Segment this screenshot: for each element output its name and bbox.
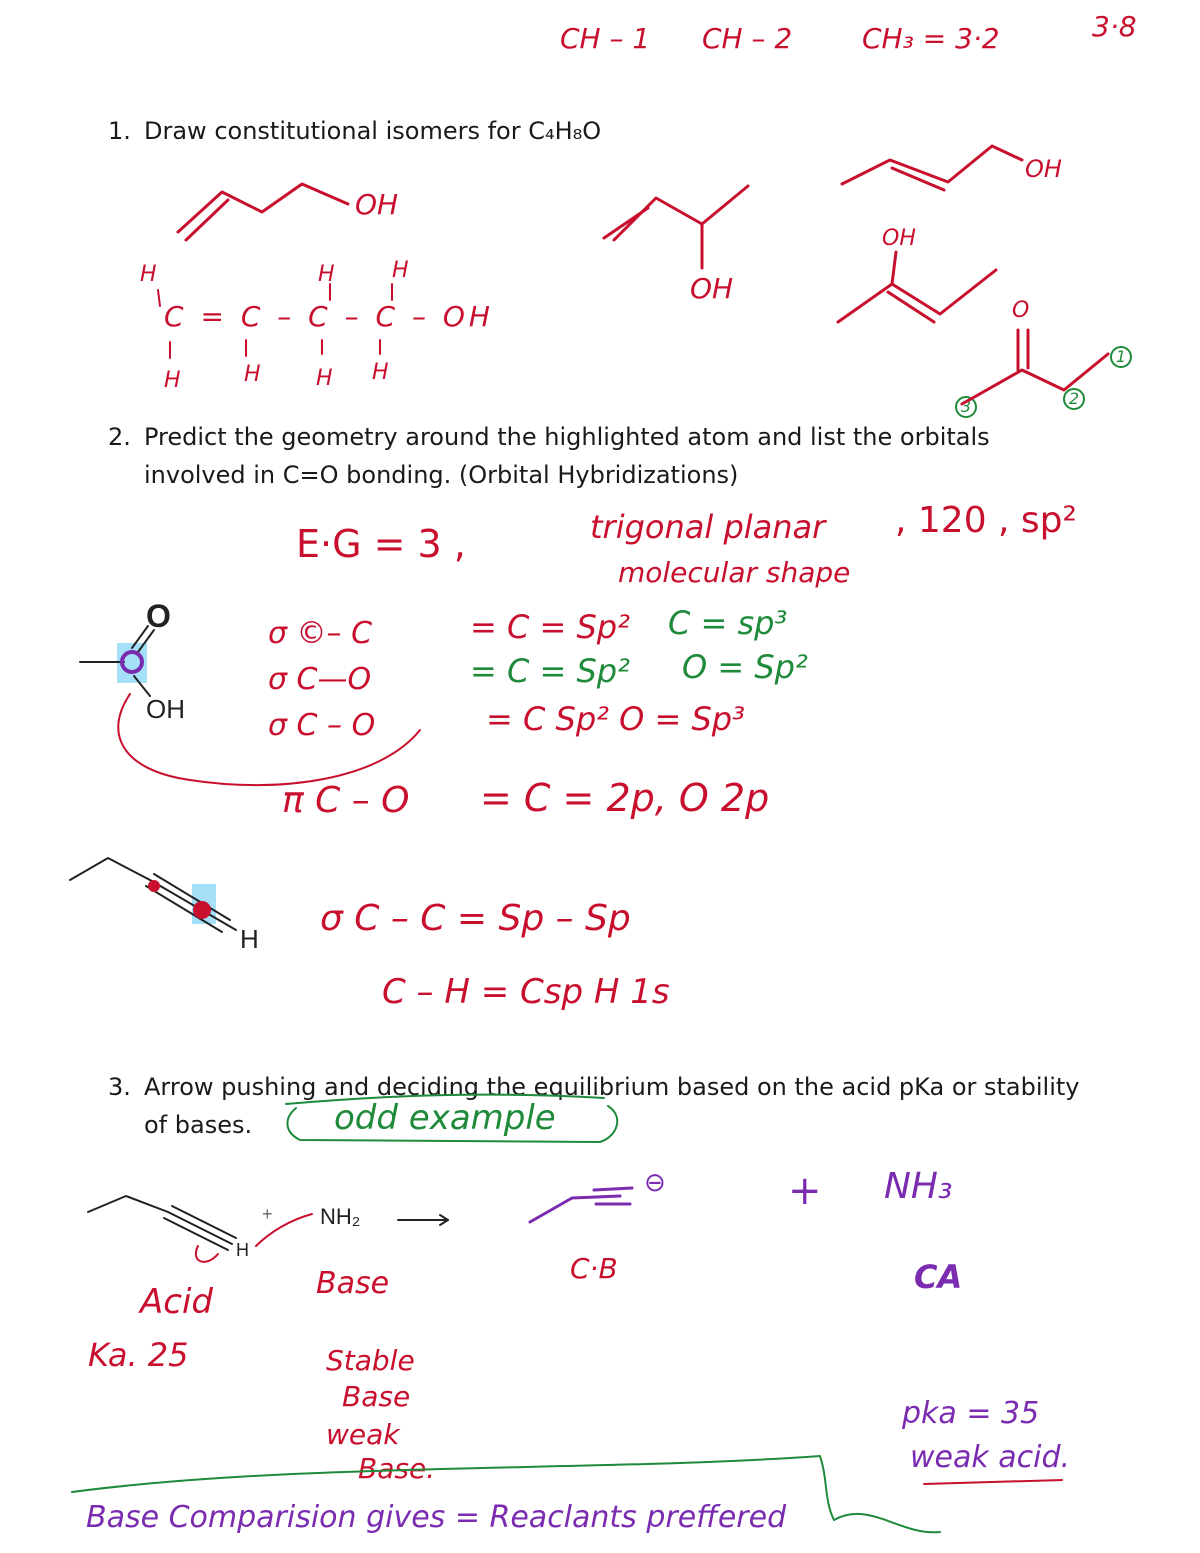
carbon-number-2: 2 — [1063, 388, 1085, 410]
weak-acid-underline — [924, 1480, 1062, 1484]
question-2 — [108, 418, 990, 494]
isomer2-skeleton — [604, 186, 748, 268]
isomer5-skeleton — [962, 330, 1108, 404]
conjugate-acid-label: CA — [914, 1258, 963, 1296]
amide-base: NH₂ — [320, 1204, 361, 1229]
ammonia-product: NH₃ — [884, 1166, 953, 1207]
weak-acid-note: weak acid. — [910, 1440, 1071, 1475]
sigma-bond-1-label: σ ©– C — [268, 616, 373, 651]
question-3-line1: Arrow pushing and deciding the equilibrium based on the acid pKa or stability — [144, 1073, 1080, 1101]
question-1-number: 1. — [108, 117, 131, 145]
carbonyl-oxygen: O — [146, 598, 171, 634]
note-value: 3·8 — [1092, 10, 1137, 43]
conclusion-note: Base Comparision gives = Reaclants preffered — [86, 1500, 787, 1535]
pi-bond-value: = C = 2p, O 2p — [480, 776, 770, 820]
acid-pka: Ka. 25 — [88, 1336, 189, 1374]
reaction-arrow-head — [440, 1215, 448, 1225]
expanded-chain: C = C – C – C – OH — [164, 300, 494, 333]
electron-groups: E·G = 3 , — [296, 522, 466, 566]
isomer3-skeleton — [842, 146, 1022, 190]
isomer2-oh: OH — [690, 272, 734, 305]
alkyne-hydrogen: H — [240, 924, 259, 954]
sigma-bond-2-extra: O = Sp² — [682, 648, 808, 686]
expanded-h-bot-4: H — [372, 360, 389, 385]
base-label: Base — [316, 1266, 390, 1301]
reactant-alkyne — [88, 1196, 236, 1250]
highlighted-carbon — [117, 643, 147, 683]
sigma-bond-1-value: = C = Sp² — [470, 608, 630, 646]
question-3-number: 3. — [108, 1073, 131, 1101]
sigma-ch-hybrid: C – H = Csp H 1s — [382, 972, 670, 1012]
isomer3-oh: OH — [1025, 155, 1062, 183]
question-2-line1: Predict the geometry around the highlighted atom and list the orbitals — [144, 423, 990, 451]
reaction-plus-1: + — [262, 1204, 273, 1224]
hydroxyl-group: OH — [146, 694, 185, 724]
ammonia-pka: pka = 35 — [902, 1396, 1040, 1431]
alkyne-acidic-hydrogen: H — [236, 1240, 249, 1260]
note-ch2: CH – 2 — [702, 22, 793, 55]
expanded-h-top-1: H — [140, 262, 157, 287]
isomer1-skeleton — [178, 184, 348, 240]
molecular-shape: molecular shape — [618, 556, 851, 589]
question-1 — [108, 112, 601, 150]
question-2-line2: involved in C=O bonding. (Orbital Hybridizations) — [144, 461, 739, 489]
expanded-h-bot-2: H — [244, 362, 261, 387]
sigma-bond-3-value: = C Sp² O = Sp³ — [486, 700, 745, 738]
conjugate-base-label: C·B — [570, 1252, 618, 1285]
reaction-plus-2: + — [788, 1168, 822, 1214]
carbon-number-3: 3 — [955, 396, 977, 418]
odd-example-note: odd example — [334, 1098, 556, 1138]
stable-base-line1: Stable — [326, 1344, 415, 1377]
expanded-h-bot-3: H — [316, 366, 333, 391]
product-alkyne — [530, 1188, 632, 1222]
alkyne-carbon-dot-1 — [148, 880, 160, 892]
stable-base-line2: Base — [342, 1380, 411, 1413]
highlighted-alkyne-carbon — [192, 884, 216, 924]
expanded-h-top-3: H — [392, 258, 409, 283]
isomer5-o: O — [1012, 298, 1030, 323]
question-2-number: 2. — [108, 423, 131, 451]
expanded-h-top-2: H — [318, 262, 335, 287]
question-3-line2: of bases. — [144, 1111, 253, 1139]
pi-bond-label: π C – O — [282, 780, 410, 821]
isomer4-oh: OH — [882, 226, 916, 251]
weak-base-line1: weak — [326, 1418, 400, 1451]
weak-base-line2: Base. — [358, 1452, 436, 1485]
electron-push-arrow-2 — [196, 1246, 218, 1262]
sigma-bond-2-value: = C = Sp² — [470, 652, 630, 690]
isomer1-oh: OH — [355, 188, 399, 221]
conjugate-base-charge: ⊖ — [644, 1168, 666, 1198]
acid-label: Acid — [140, 1282, 213, 1322]
sigma-bond-3-label: σ C – O — [268, 708, 376, 743]
geometry-answer: trigonal planar — [590, 508, 826, 546]
carbon-number-1: 1 — [1110, 346, 1132, 368]
note-ch1: CH – 1 — [560, 22, 651, 55]
sigma-bond-1-extra: C = sp³ — [668, 604, 788, 642]
isomer4-skeleton — [838, 252, 996, 322]
sigma-cc-hybrid: σ C – C = Sp – Sp — [320, 898, 631, 939]
question-3 — [108, 1068, 1079, 1144]
note-ch3: CH₃ = 3·2 — [862, 22, 1000, 55]
sigma-bond-2-label: σ C—O — [268, 662, 372, 697]
expanded-h-bot-1: H — [164, 368, 181, 393]
bond-angle-hybrid: , 120 , sp² — [895, 500, 1077, 541]
question-1-text: Draw constitutional isomers for C₄H₈O — [144, 117, 602, 145]
